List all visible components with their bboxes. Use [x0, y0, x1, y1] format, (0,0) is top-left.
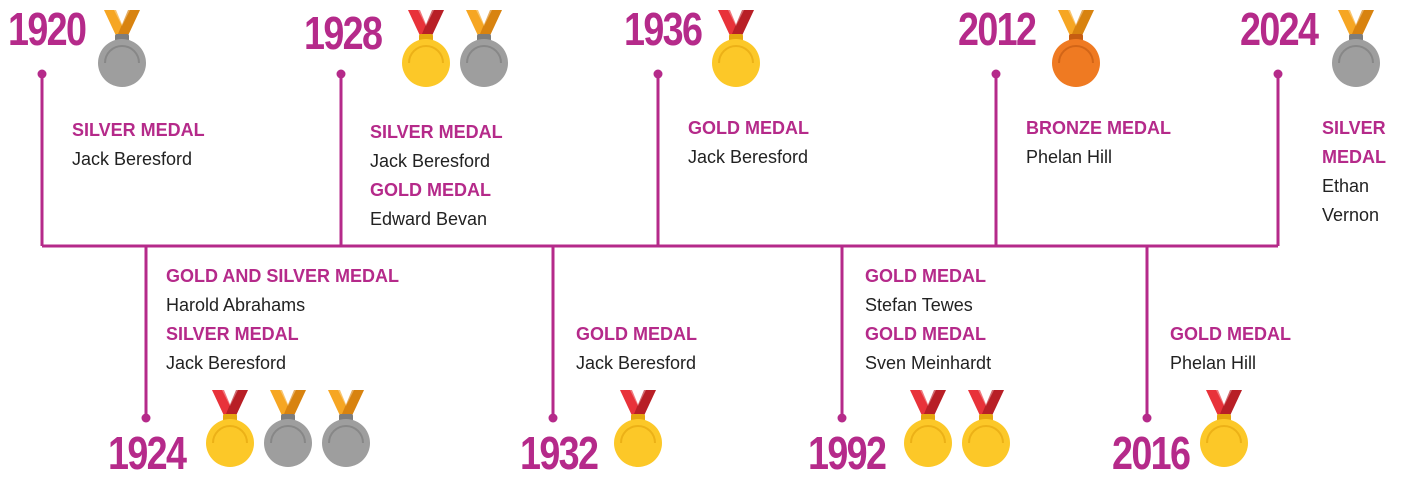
- medal-type-label: SILVER MEDAL: [370, 122, 503, 142]
- gold-medal-icon: [204, 390, 256, 468]
- athlete-name: Phelan Hill: [1026, 147, 1113, 167]
- athlete-name: Jack Beresford: [166, 353, 287, 373]
- medal-entry: [1170, 320, 1291, 378]
- medal-entry: [166, 320, 399, 378]
- medal-entry: [370, 176, 503, 234]
- athlete-name: Ethan Vernon: [1322, 176, 1380, 225]
- athlete-name: Edward Bevan: [370, 209, 488, 229]
- silver-medal-icon: [262, 390, 314, 468]
- medal-entry: [865, 320, 991, 378]
- year-label: 1928: [304, 7, 382, 59]
- gold-medal-icon: [902, 390, 954, 468]
- gold-medal-icon: [1198, 390, 1250, 468]
- medal-type-label: GOLD MEDAL: [865, 324, 986, 344]
- year-label: 1924: [108, 427, 186, 479]
- medal-group: [710, 10, 762, 88]
- medal-type-label: GOLD MEDAL: [865, 266, 986, 286]
- event-info: [166, 262, 399, 378]
- medal-group: [96, 10, 148, 88]
- year-label: 1936: [624, 3, 702, 55]
- year-label: 2012: [958, 3, 1036, 55]
- event-info: [1026, 114, 1171, 172]
- athlete-name: Jack Beresford: [370, 151, 491, 171]
- medal-entry: [688, 114, 809, 172]
- timeline-dot: [1143, 414, 1152, 423]
- event-info: [576, 320, 697, 378]
- medal-type-label: SILVER MEDAL: [72, 120, 205, 140]
- athlete-name: Jack Beresford: [72, 149, 193, 169]
- medal-type-label: SILVER MEDAL: [166, 324, 299, 344]
- timeline-dot: [549, 414, 558, 423]
- timeline-dot: [1274, 70, 1283, 79]
- medal-entry: [72, 116, 205, 174]
- medal-group: [902, 390, 1012, 468]
- medal-group: [612, 390, 664, 468]
- year-label: 1932: [520, 427, 598, 479]
- medal-entry: [370, 118, 503, 176]
- timeline-dot: [337, 70, 346, 79]
- medal-entry: [166, 262, 399, 320]
- medal-group: [1198, 390, 1250, 468]
- timeline-dot: [654, 70, 663, 79]
- athlete-name: Jack Beresford: [688, 147, 809, 167]
- event-info: [1170, 320, 1291, 378]
- athlete-name: Sven Meinhardt: [865, 353, 992, 373]
- medal-type-label: GOLD AND SILVER MEDAL: [166, 266, 399, 286]
- year-label: 1920: [8, 3, 86, 55]
- gold-medal-icon: [612, 390, 664, 468]
- medal-entry: [865, 262, 991, 320]
- athlete-name: Jack Beresford: [576, 353, 697, 373]
- event-info: [370, 118, 503, 234]
- medal-type-label: GOLD MEDAL: [576, 324, 697, 344]
- bronze-medal-icon: [1050, 10, 1102, 88]
- gold-medal-icon: [710, 10, 762, 88]
- event-info: [1322, 114, 1392, 230]
- gold-medal-icon: [400, 10, 452, 88]
- athlete-name: Phelan Hill: [1170, 353, 1257, 373]
- medal-group: [1330, 10, 1382, 88]
- year-label: 1992: [808, 427, 886, 479]
- silver-medal-icon: [1330, 10, 1382, 88]
- medal-group: [1050, 10, 1102, 88]
- medal-type-label: GOLD MEDAL: [370, 180, 491, 200]
- medal-entry: [1322, 114, 1392, 230]
- athlete-name: Stefan Tewes: [865, 295, 973, 315]
- medal-entry: [1026, 114, 1171, 172]
- timeline-dot: [838, 414, 847, 423]
- timeline-dot: [992, 70, 1001, 79]
- timeline-dot: [38, 70, 47, 79]
- year-label: 2016: [1112, 427, 1190, 479]
- medal-type-label: SILVER MEDAL: [1322, 118, 1386, 167]
- medal-type-label: GOLD MEDAL: [1170, 324, 1291, 344]
- event-info: [688, 114, 809, 172]
- medal-type-label: GOLD MEDAL: [688, 118, 809, 138]
- silver-medal-icon: [320, 390, 372, 468]
- timeline-dot: [142, 414, 151, 423]
- year-label: 2024: [1240, 3, 1318, 55]
- gold-medal-icon: [960, 390, 1012, 468]
- event-info: [72, 116, 205, 174]
- athlete-name: Harold Abrahams: [166, 295, 306, 315]
- medal-entry: [576, 320, 697, 378]
- event-info: [865, 262, 991, 378]
- silver-medal-icon: [458, 10, 510, 88]
- silver-medal-icon: [96, 10, 148, 88]
- medal-type-label: BRONZE MEDAL: [1026, 118, 1171, 138]
- medal-group: [400, 10, 510, 88]
- medal-group: [204, 390, 372, 468]
